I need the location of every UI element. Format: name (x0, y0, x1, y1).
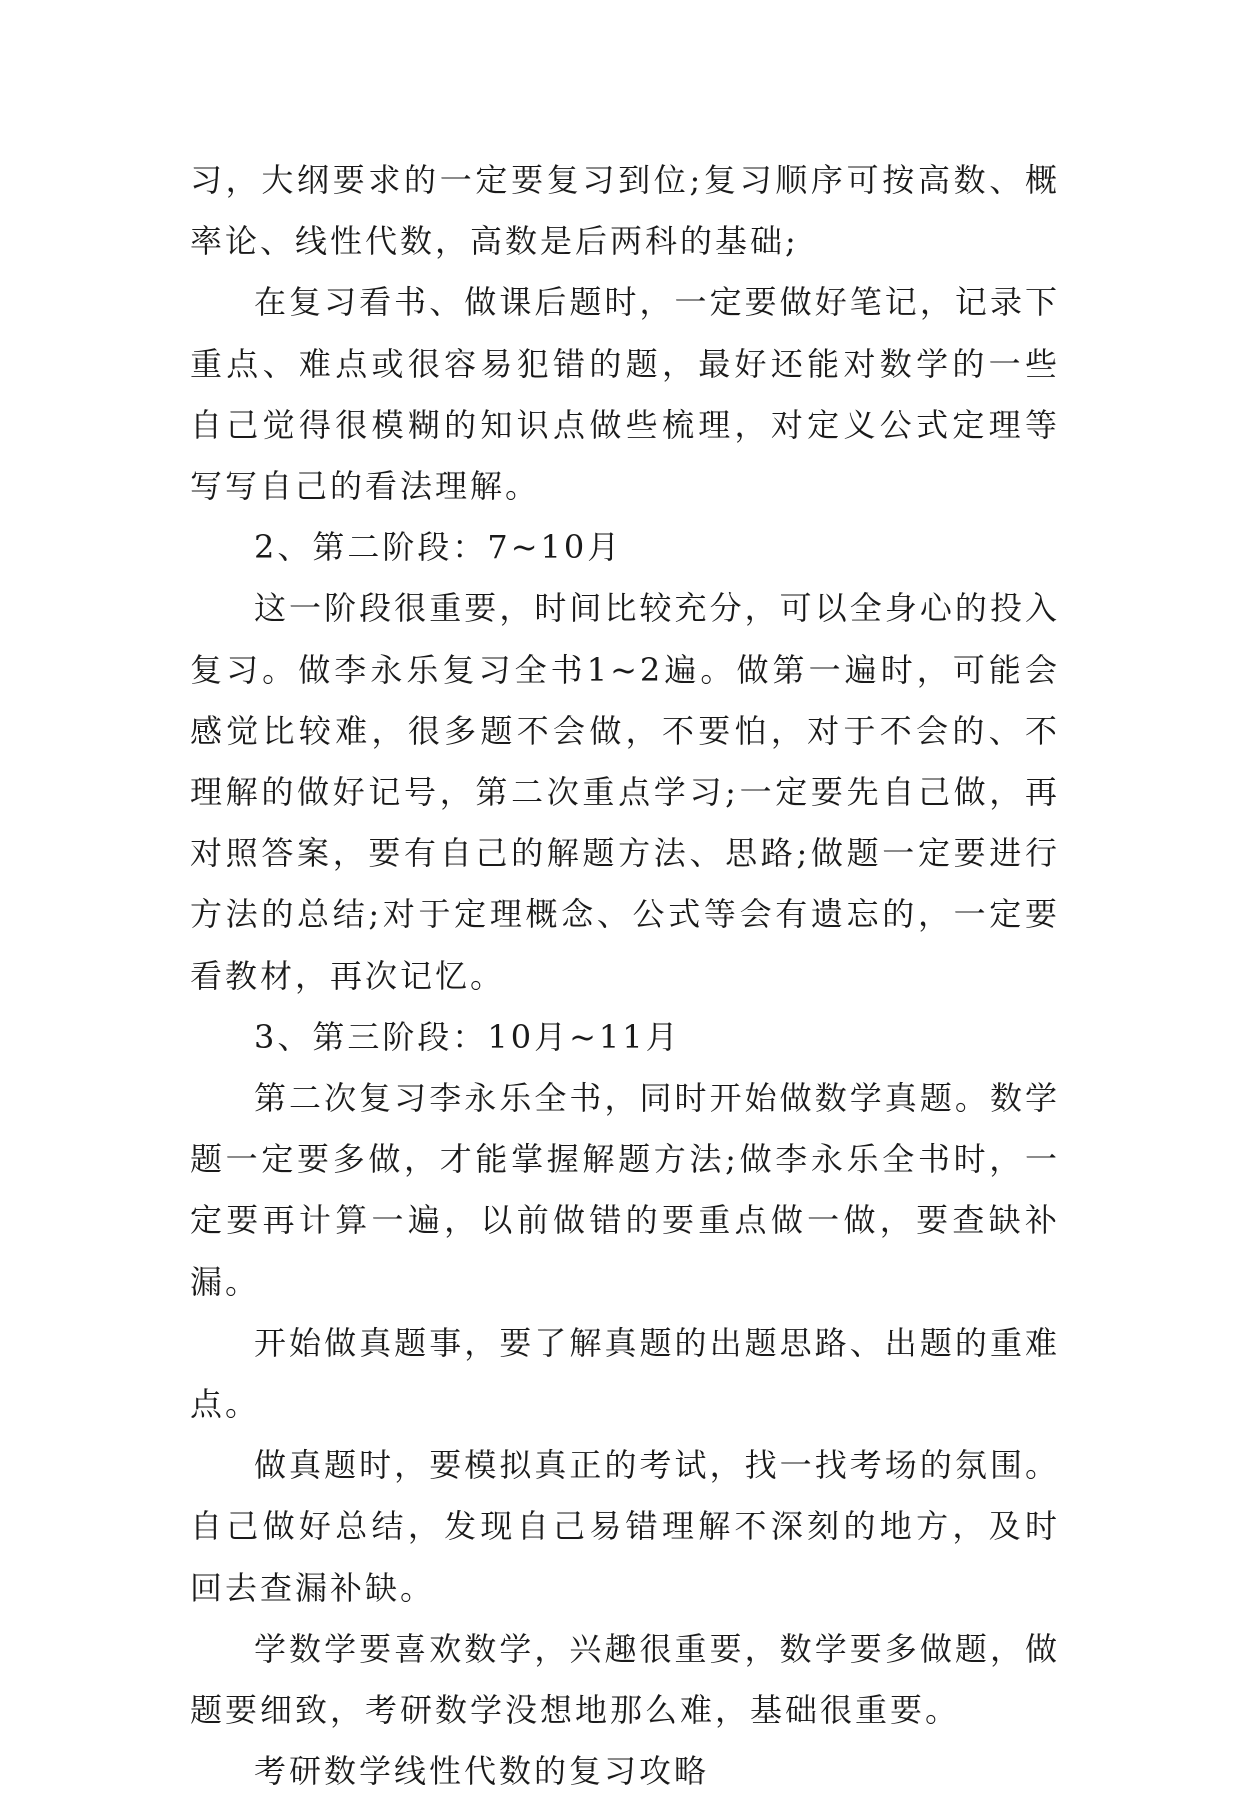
paragraph-3: 这一阶段很重要，时间比较充分，可以全身心的投入复习。做李永乐复习全书1~2遍。做第一遍时，可能会感觉比较难，很多题不会做，不要怕，对于不会的、不理解的做好记号，第二次重点学习;一定要先自己做，再对照答案，要有自己的解题方法、思路;做题一定要进行方法的总结;对于定理概念、公式等会有遗忘的，一定要看教材，再次记忆。 (190, 589, 1060, 995)
paragraph-6: 做真题时，要模拟真正的考试，找一找考场的氛围。自己做好总结，发现自己易错理解不深刻的地方，及时回去查漏补缺。 (190, 1446, 1060, 1607)
paragraph-4: 第二次复习李永乐全书，同时开始做数学真题。数学题一定要多做，才能掌握解题方法;做李永乐全书时，一定要再计算一遍，以前做错的要重点做一做，要查缺补漏。 (190, 1079, 1060, 1301)
paragraph-2: 在复习看书、做课后题时，一定要做好笔记，记录下重点、难点或很容易犯错的题，最好还能对数学的一些自己觉得很模糊的知识点做些梳理，对定义公式定理等写写自己的看法理解。 (190, 283, 1060, 506)
document-body (190, 150, 1060, 1802)
paragraph-1: 习，大纲要求的一定要复习到位;复习顺序可按高数、概率论、线性代数，高数是后两科的基础; (190, 161, 1060, 261)
paragraph-5: 开始做真题事，要了解真题的出题思路、出题的重难点。 (190, 1323, 1060, 1424)
section-heading-stage-3: 3、第三阶段：10月~11月 (254, 1017, 681, 1056)
next-section-title: 考研数学线性代数的复习攻略 (254, 1752, 710, 1791)
paragraph-7: 学数学要喜欢数学，兴趣很重要，数学要多做题，做题要细致，考研数学没想地那么难，基础很重要。 (190, 1629, 1060, 1730)
section-heading-stage-2: 2、第二阶段：7~10月 (254, 528, 623, 567)
